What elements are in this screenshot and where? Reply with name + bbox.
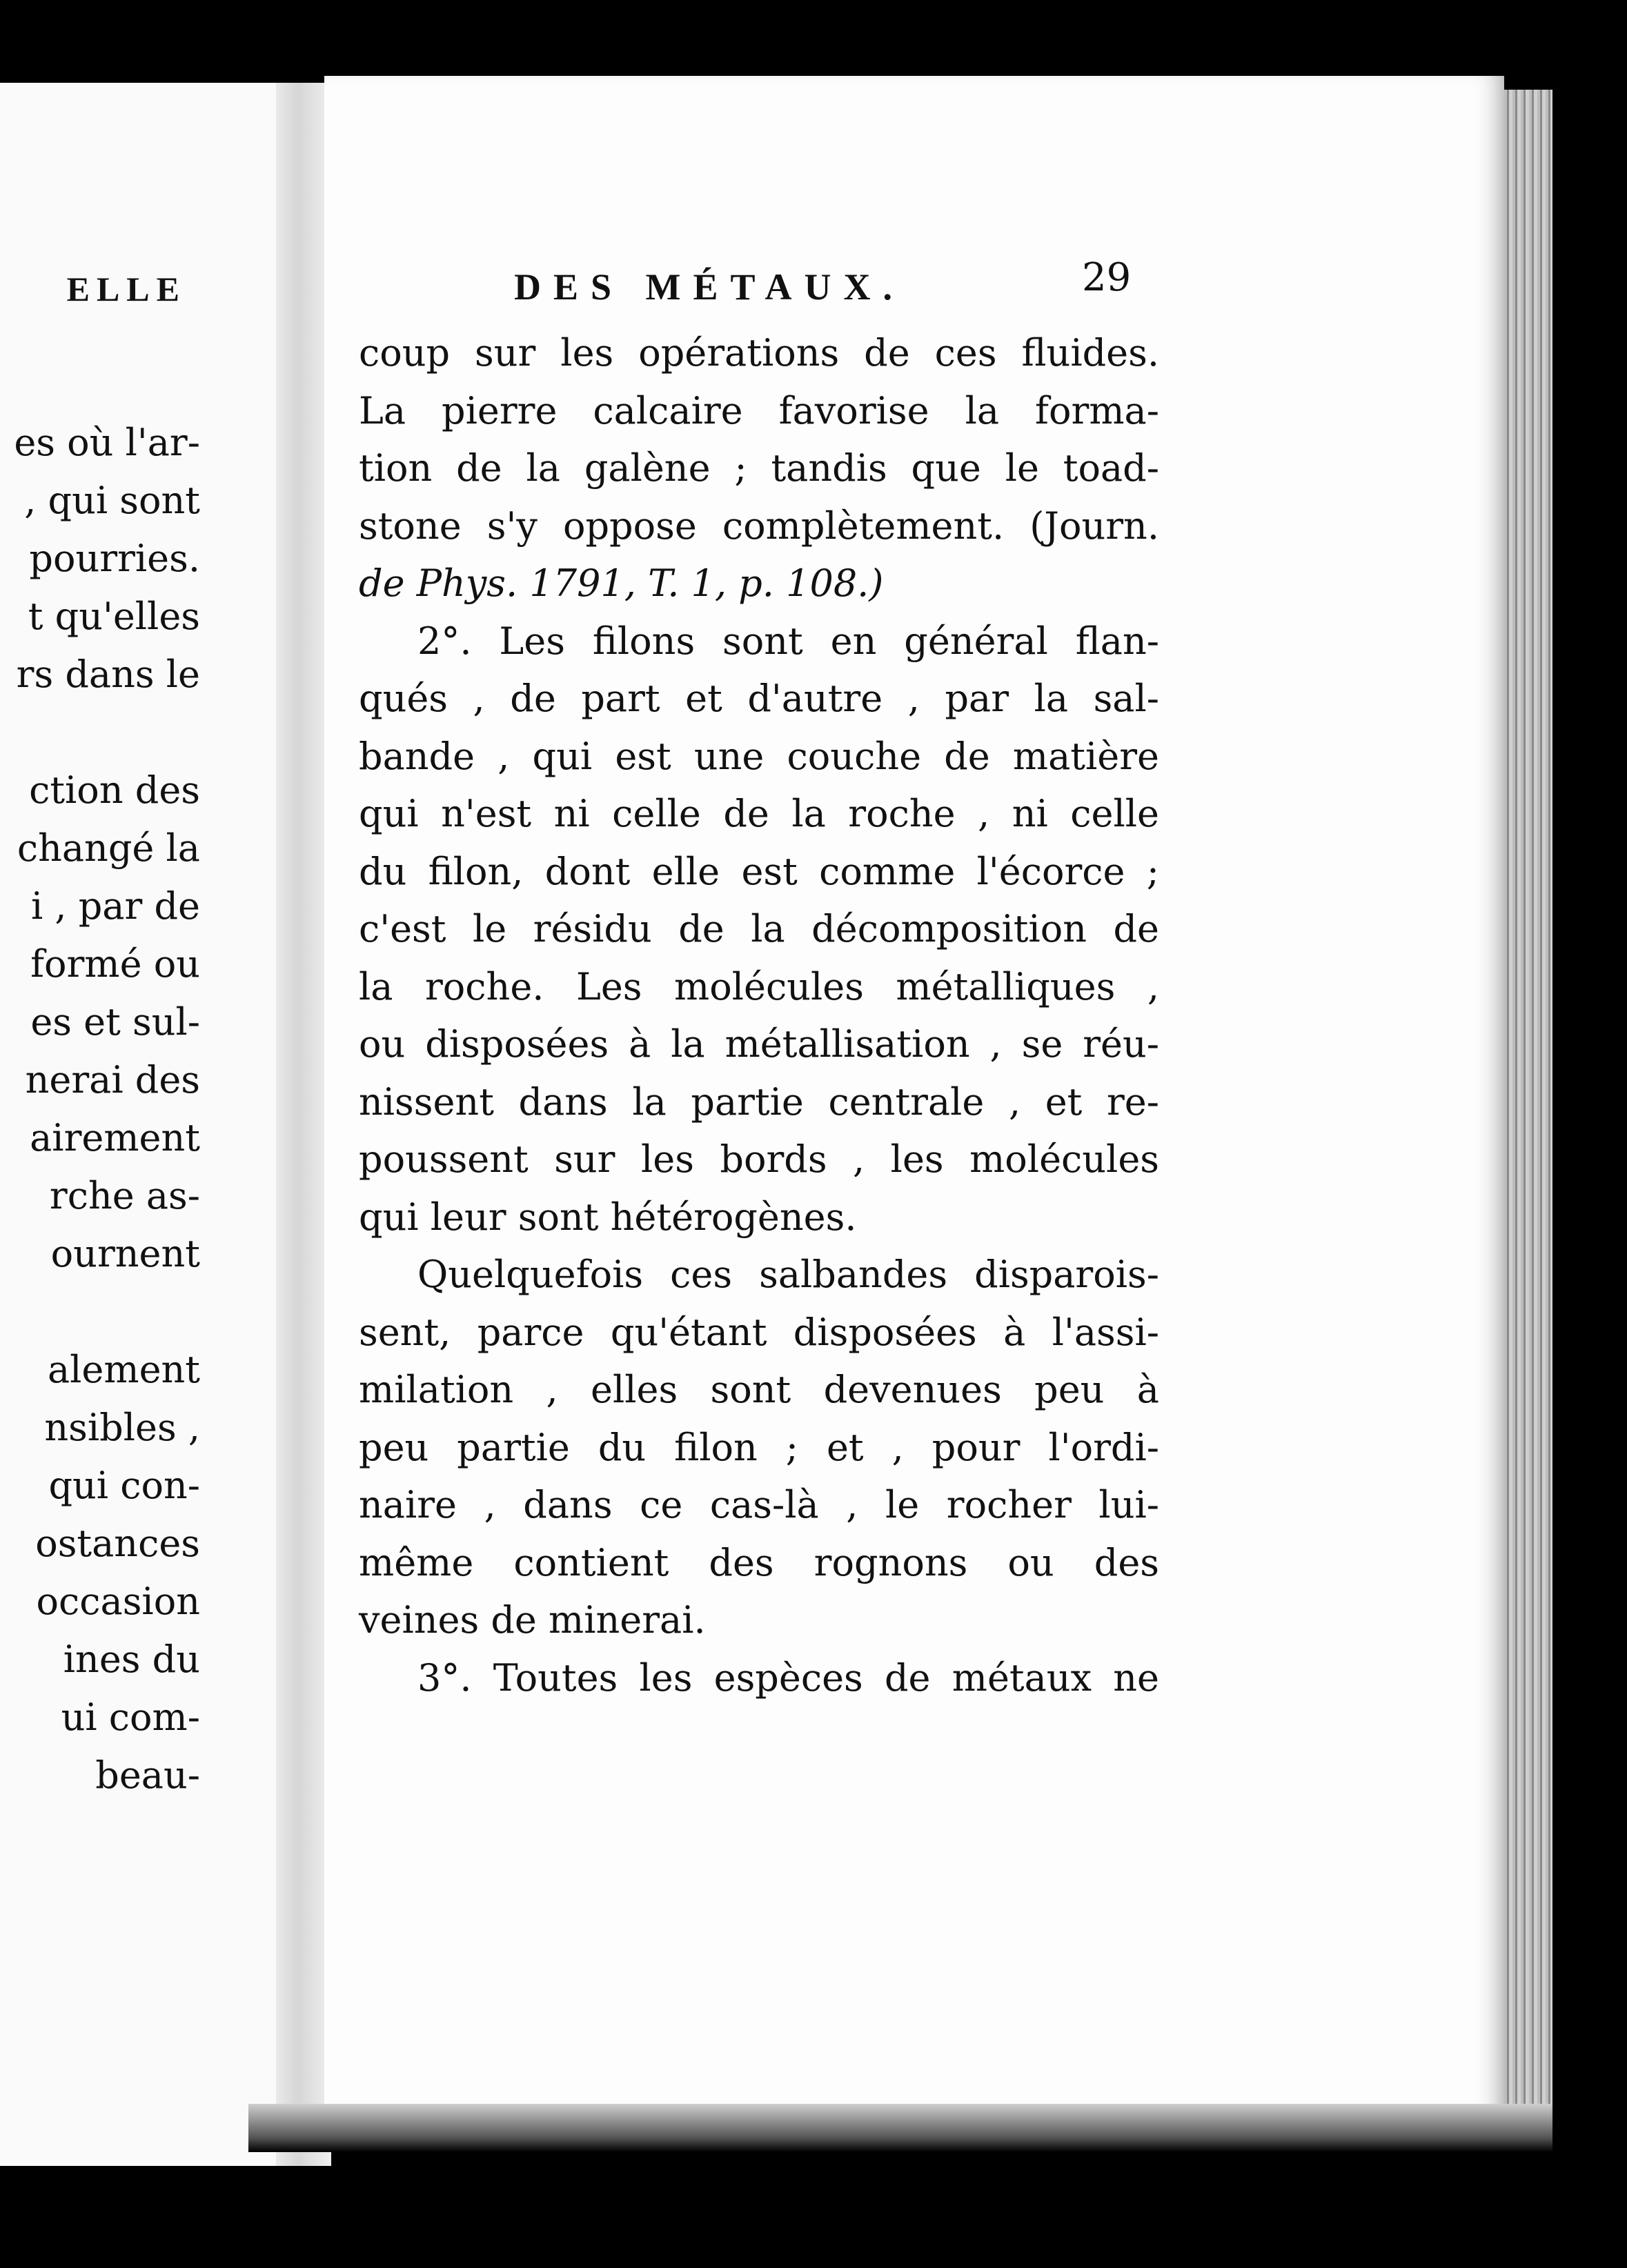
previous-page-line: ostances bbox=[35, 1522, 200, 1565]
previous-page-line: changé la bbox=[17, 826, 200, 870]
previous-page-line: ournent bbox=[50, 1232, 200, 1275]
previous-page-line: es où l'ar- bbox=[14, 421, 200, 464]
body-text bbox=[359, 324, 1159, 1707]
previous-page-line: airement bbox=[30, 1116, 200, 1160]
previous-page-line bbox=[14, 1283, 200, 1341]
text-line: poussent sur les bords , les molécules bbox=[359, 1137, 1159, 1181]
previous-page-line: qui con- bbox=[48, 1464, 200, 1507]
previous-page-line: ines du bbox=[63, 1638, 200, 1681]
paragraph-start-line: 3°. Toutes les espèces de métaux ne bbox=[417, 1655, 1159, 1700]
previous-page-text bbox=[14, 414, 200, 1804]
previous-page-line: nerai des bbox=[25, 1058, 200, 1102]
previous-page-line: nsibles , bbox=[44, 1406, 200, 1449]
text-line: ou disposées à la métallisation , se réu- bbox=[359, 1022, 1159, 1066]
previous-page-line: ui com- bbox=[61, 1695, 200, 1739]
paragraph-start-line: 2°. Les filons sont en général flan- bbox=[417, 619, 1159, 663]
text-line: qués , de part et d'autre , par la sal- bbox=[359, 677, 1159, 720]
text-line: milation , elles sont devenues peu à bbox=[359, 1368, 1159, 1411]
text-line: La pierre calcaire favorise la forma- bbox=[359, 388, 1159, 432]
previous-page-line: es et sul- bbox=[30, 1000, 200, 1044]
book-gutter bbox=[276, 83, 331, 2166]
previous-page-line: occasion bbox=[36, 1580, 200, 1623]
text-line: veines de minerai. bbox=[359, 1598, 706, 1642]
page-edges bbox=[1504, 90, 1552, 2145]
text-line: bande , qui est une couche de matière bbox=[359, 734, 1159, 778]
text-line: stone s'y oppose complètement. (Journ. bbox=[359, 504, 1159, 548]
previous-page bbox=[0, 83, 276, 2166]
page-bottom-edge bbox=[248, 2104, 1552, 2152]
text-line: qui leur sont hétérogènes. bbox=[359, 1195, 857, 1239]
paragraph-start-line: Quelquefois ces salbandes disparois- bbox=[417, 1253, 1159, 1296]
text-line: même contient des rognons ou des bbox=[359, 1540, 1159, 1584]
text-line: tion de la galène ; tandis que le toad- bbox=[359, 446, 1159, 490]
previous-page-line: pourries. bbox=[29, 537, 200, 580]
previous-page-line: ction des bbox=[29, 768, 200, 812]
page-number: 29 bbox=[1082, 255, 1132, 300]
previous-page-line: t qu'elles bbox=[28, 595, 200, 638]
text-line: la roche. Les molécules métalliques , bbox=[359, 964, 1159, 1008]
previous-page-running-head: ELLE bbox=[66, 270, 186, 308]
text-line: peu partie du filon ; et , pour l'ordi- bbox=[359, 1425, 1159, 1469]
previous-page-line: alement bbox=[47, 1348, 200, 1391]
text-line: qui n'est ni celle de la roche , ni celle bbox=[359, 792, 1159, 835]
previous-page-line: rche as- bbox=[49, 1174, 200, 1217]
text-line: naire , dans ce cas-là , le rocher lui- bbox=[359, 1483, 1159, 1526]
text-line: c'est le résidu de la décomposition de bbox=[359, 907, 1159, 951]
citation-line: de Phys. 1791, T. 1, p. 108.) bbox=[359, 561, 884, 605]
text-line: sent, parce qu'étant disposées à l'assi- bbox=[359, 1310, 1159, 1354]
text-line: coup sur les opérations de ces fluides. bbox=[359, 331, 1159, 375]
previous-page-line bbox=[14, 704, 200, 762]
previous-page-line: formé ou bbox=[30, 942, 200, 986]
previous-page-line: i , par de bbox=[30, 884, 200, 928]
previous-page-line: , qui sont bbox=[24, 479, 200, 522]
previous-page-line: beau- bbox=[95, 1753, 200, 1797]
text-line: du filon, dont elle est comme l'écorce ; bbox=[359, 849, 1159, 893]
previous-page-line: rs dans le bbox=[16, 653, 200, 696]
running-head: DES MÉTAUX. bbox=[514, 266, 905, 308]
text-line: nissent dans la partie centrale , et re- bbox=[359, 1080, 1159, 1124]
